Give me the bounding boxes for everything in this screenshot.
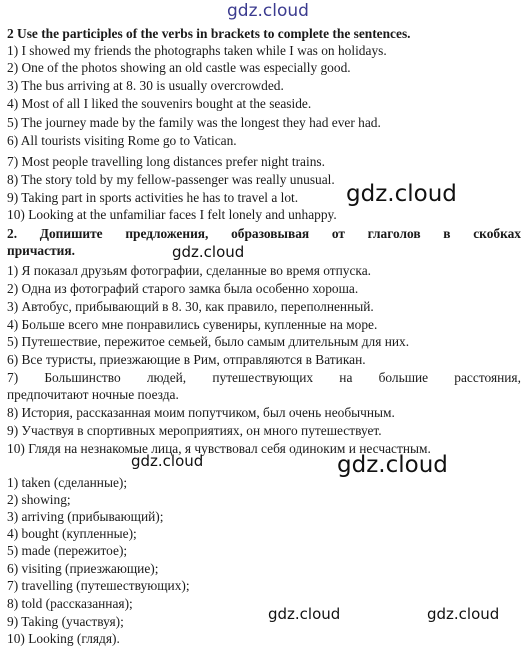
answer-item: 2) showing; (7, 492, 71, 507)
translation-heading-line2: причастия. (7, 243, 75, 258)
translation-heading (7, 225, 521, 242)
answer-item: 1) taken (сделанные); (7, 475, 128, 490)
sentence: 2) One of the photos showing an old castle was especially good. (7, 60, 351, 75)
word: Большинство (44, 370, 121, 385)
word: людей, (146, 370, 187, 385)
watermark: gdz.cloud (337, 452, 448, 478)
sentence: 3) The bus arriving at 8. 30 is usually overcrowded. (7, 78, 284, 93)
heading-word: скобках (473, 226, 521, 241)
watermark: gdz.cloud (427, 605, 500, 623)
word: на (339, 370, 353, 385)
sentence: 6) All tourists visiting Rome go to Vatican. (7, 133, 237, 148)
watermark: gdz.cloud (131, 452, 204, 470)
translation-sentence: 10) Глядя на незнакомые лица, я чувствовал себя одиноким и несчастным. (7, 441, 431, 456)
sentence: 1) I showed my friends the photographs taken while I was on holidays. (7, 43, 387, 58)
watermark: gdz.cloud (346, 181, 457, 207)
answer-item: 3) arriving (прибывающий); (7, 509, 164, 524)
watermark: gdz.cloud (227, 1, 309, 21)
sentence: 10) Looking at the unfamiliar faces I felt lonely and unhappy. (7, 207, 337, 222)
word: расстояния, (454, 370, 521, 385)
translation-sentence: 6) Все туристы, приезжающие в Рим, отправляются в Ватикан. (7, 352, 366, 367)
heading-word: образовывая (231, 226, 310, 241)
heading-word: в (443, 226, 451, 241)
answer-item: 8) told (рассказанная); (7, 596, 133, 611)
heading-word: предложения, (125, 226, 209, 241)
heading-word: глаголов (367, 226, 421, 241)
heading-word: Допишите (39, 226, 103, 241)
answer-item: 7) travelling (путешествующих); (7, 578, 190, 593)
sentence: 5) The journey made by the family was the longest they had ever had. (7, 115, 381, 130)
sentence: 9) Taking part in sports activities he has to travel a lot. (7, 190, 299, 205)
answer-item: 9) Taking (участвуя); (7, 614, 124, 629)
translation-sentence: 2) Одна из фотографий старого замка была особенно хороша. (7, 281, 359, 296)
watermark: gdz.cloud (172, 243, 245, 261)
sentence: 7) Most people travelling long distances prefer night trains. (7, 154, 325, 169)
translation-sentence: 5) Путешествие, пережитое семьей, было самым длительным для них. (7, 334, 410, 349)
translation-sentence: 3) Автобус, прибывающий в 8. 30, как правило, переполненный. (7, 299, 374, 314)
answer-item: 5) made (пережитое); (7, 543, 128, 558)
translation-sentence-7 (7, 369, 521, 386)
translation-sentence-7-line2: предпочитают ночные поезда. (7, 387, 179, 402)
answer-item: 10) Looking (глядя). (7, 631, 120, 646)
task-heading: 2 Use the participles of the verbs in brackets to complete the sentences. (7, 26, 411, 41)
answer-item: 6) visiting (приезжающие); (7, 561, 159, 576)
translation-sentence: 9) Участвуя в спортивных мероприятиях, он много путешествует. (7, 423, 382, 438)
translation-sentence: 8) История, рассказанная моим попутчиком, был очень необычным. (7, 405, 395, 420)
word: 7) (7, 370, 19, 385)
word: большие (378, 370, 429, 385)
sentence: 4) Most of all I liked the souvenirs bought at the seaside. (7, 96, 312, 111)
watermark: gdz.cloud (268, 605, 341, 623)
heading-word: 2. (7, 226, 18, 241)
sentence: 8) The story told by my fellow-passenger was really unusual. (7, 172, 335, 187)
heading-word: от (331, 226, 345, 241)
answer-item: 4) bought (купленные); (7, 526, 137, 541)
translation-sentence: 1) Я показал друзьям фотографии, сделанные во время отпуска. (7, 263, 372, 278)
word: путешествующих (212, 370, 314, 385)
translation-sentence: 4) Больше всего мне понравились сувениры, купленные на море. (7, 317, 378, 332)
